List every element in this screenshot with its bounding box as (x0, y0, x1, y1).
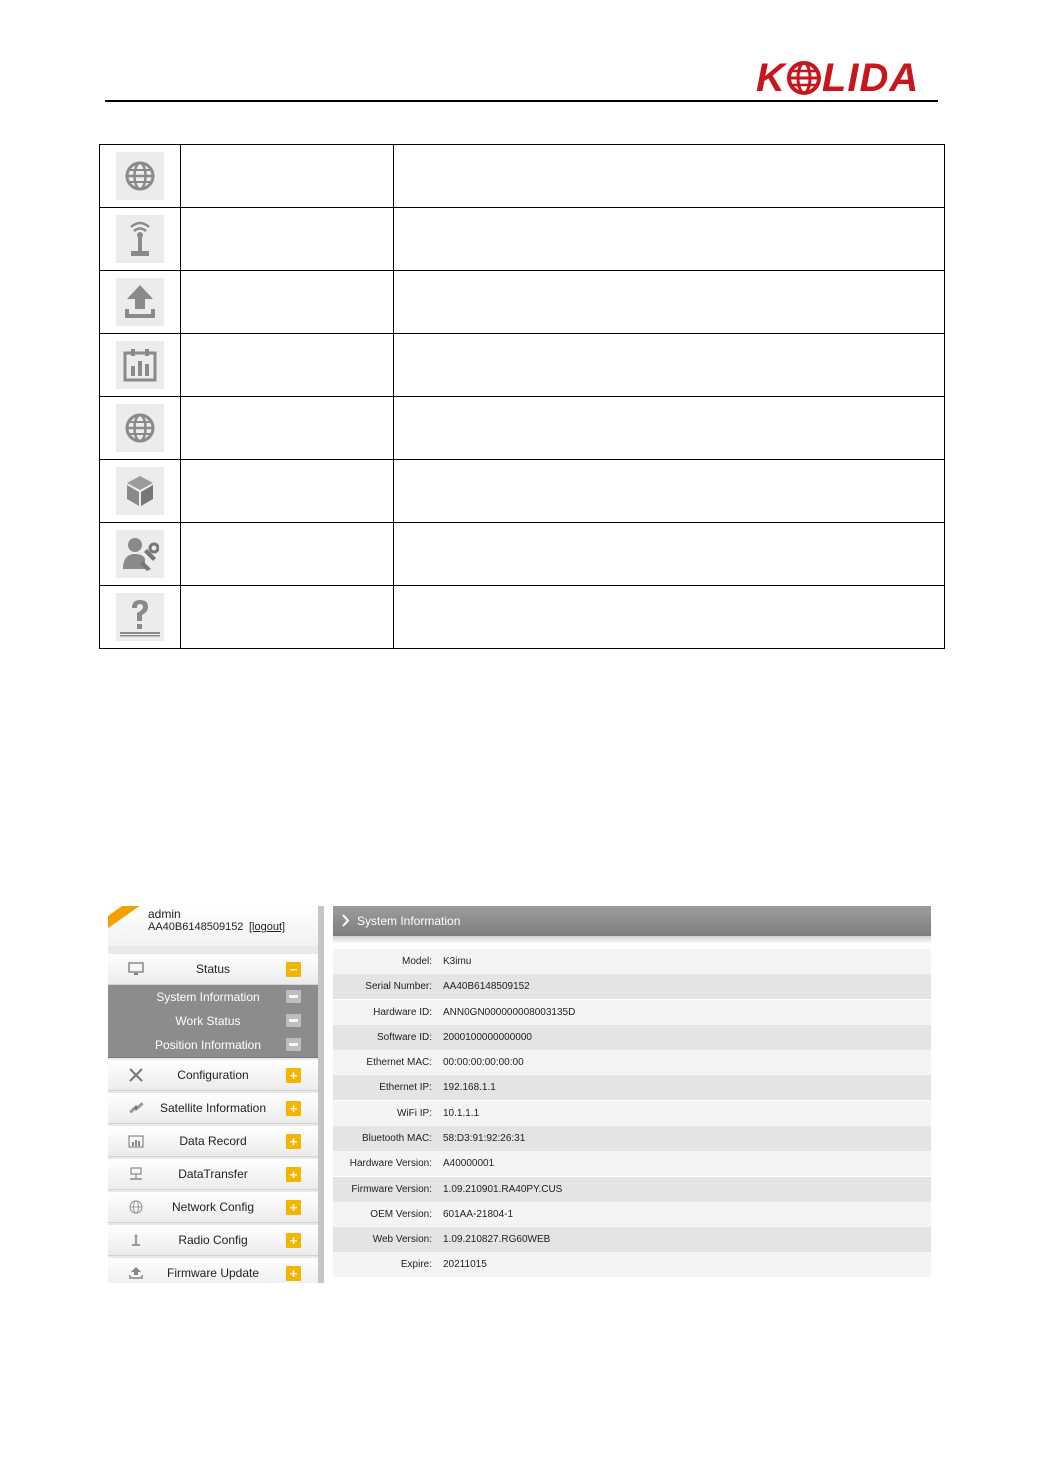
user-serial: AA40B6148509152 (148, 921, 244, 933)
sub-item-label: Position Information (154, 1038, 262, 1052)
info-value: A40000001 (443, 1158, 495, 1169)
menu-item-firmware-update[interactable] (108, 1258, 318, 1283)
info-label: Serial Number: (365, 981, 432, 992)
globe-icon (116, 404, 164, 452)
menu-item-label: Satellite Information (159, 1101, 267, 1115)
system-information-panel (333, 906, 931, 1283)
info-row (333, 1075, 931, 1100)
icon-description-cell (394, 271, 945, 334)
info-value: K3imu (443, 956, 472, 967)
info-row (333, 1101, 931, 1126)
info-label: Software ID: (376, 1032, 432, 1043)
menu-item-label: Radio Config (178, 1233, 248, 1247)
info-row (333, 1252, 931, 1277)
info-row (333, 1025, 931, 1050)
icon-name-cell (181, 145, 394, 208)
info-label: Firmware Version: (351, 1184, 432, 1195)
info-row (333, 949, 931, 974)
info-row (333, 1227, 931, 1252)
info-label: Ethernet IP: (379, 1082, 432, 1093)
logo-text-k: K (756, 56, 786, 100)
icon-table (99, 144, 945, 649)
icon-description-cell (394, 586, 945, 649)
chevron-right-icon (342, 914, 350, 927)
icon-name-cell (181, 271, 394, 334)
info-row (333, 1177, 931, 1202)
menu-item-label: DataTransfer (178, 1167, 248, 1181)
info-row (333, 1000, 931, 1025)
info-value: ANN0GN000000008003135D (443, 1007, 576, 1018)
expand-icon[interactable]: + (286, 1101, 301, 1116)
expand-icon[interactable]: + (286, 1233, 301, 1248)
user-wrench-icon (116, 530, 164, 578)
table-row (100, 145, 945, 208)
info-row (333, 1126, 931, 1151)
menu-item-label: Network Config (171, 1200, 255, 1214)
info-label: Bluetooth MAC: (361, 1133, 432, 1144)
expand-icon[interactable]: + (286, 1167, 301, 1182)
sub-item-label: Work Status (175, 1014, 241, 1028)
info-value: 20211015 (443, 1259, 487, 1270)
corner-ribbon (108, 906, 144, 935)
info-label: OEM Version: (370, 1209, 432, 1220)
menu-item-label: Data Record (179, 1134, 247, 1148)
table-row (100, 460, 945, 523)
collapse-icon (286, 1038, 301, 1051)
sub-item-work-status[interactable] (108, 1009, 318, 1034)
expand-icon[interactable]: − (286, 962, 301, 977)
info-value: 58:D3:91:92:26:31 (443, 1133, 526, 1144)
icon-description-cell (394, 208, 945, 271)
cube-icon (116, 467, 164, 515)
icon-name-cell (181, 334, 394, 397)
info-label: Model: (401, 956, 432, 967)
expand-icon[interactable]: + (286, 1266, 301, 1281)
info-row (333, 1151, 931, 1176)
icon-description-cell (394, 334, 945, 397)
web-ui-screenshot (108, 906, 931, 1283)
info-label: Web Version: (372, 1234, 432, 1245)
menu-item-label: Status (195, 962, 231, 976)
info-value: 2000100000000000 (443, 1032, 532, 1043)
icon-name-cell (181, 208, 394, 271)
menu-item-satellite-information[interactable] (108, 1093, 318, 1124)
menu-item-configuration[interactable] (108, 1060, 318, 1091)
panel-title: System Information (357, 914, 461, 928)
info-label: WiFi IP: (397, 1108, 432, 1119)
globe-logo-icon (787, 61, 821, 95)
info-value: 601AA-21804-1 (443, 1209, 514, 1220)
table-row (100, 334, 945, 397)
user-name: admin (148, 907, 181, 921)
info-value: 192.168.1.1 (443, 1082, 496, 1093)
sub-item-system-information[interactable] (108, 985, 318, 1010)
icon-name-cell (181, 523, 394, 586)
expand-icon[interactable]: + (286, 1200, 301, 1215)
menu-item-data-record[interactable] (108, 1126, 318, 1157)
table-row (100, 397, 945, 460)
icon-description-cell (394, 523, 945, 586)
header-rule (105, 100, 938, 102)
info-row (333, 1202, 931, 1227)
menu-item-label: Firmware Update (166, 1266, 260, 1280)
table-row (100, 271, 945, 334)
menu-item-network-config[interactable] (108, 1192, 318, 1223)
sub-item-label: System Information (156, 990, 260, 1004)
calendar-chart-icon (116, 341, 164, 389)
panel-title-bar (333, 906, 931, 936)
icon-description-cell (394, 397, 945, 460)
info-value: 00:00:00:00:00:00 (443, 1057, 524, 1068)
menu-item-datatransfer[interactable] (108, 1159, 318, 1190)
info-row (333, 1050, 931, 1075)
table-row (100, 208, 945, 271)
sidebar (108, 906, 320, 1283)
icon-name-cell (181, 397, 394, 460)
user-panel (108, 906, 318, 946)
info-value: 1.09.210901.RA40PY.CUS (443, 1184, 563, 1195)
expand-icon[interactable]: + (286, 1134, 301, 1149)
table-row (100, 523, 945, 586)
title-shadow (333, 936, 931, 944)
sidebar-scrollbar[interactable] (318, 906, 324, 1283)
menu-item-radio-config[interactable] (108, 1225, 318, 1256)
upload-icon (116, 278, 164, 326)
info-label: Ethernet MAC: (366, 1057, 432, 1068)
icon-name-cell (181, 460, 394, 523)
table-row (100, 586, 945, 649)
icon-description-cell (394, 460, 945, 523)
info-label: Hardware Version: (349, 1158, 432, 1169)
radio-antenna-icon (116, 215, 164, 263)
menu-item-status[interactable] (108, 954, 318, 985)
collapse-icon (286, 1014, 301, 1027)
info-value: 10.1.1.1 (443, 1108, 480, 1119)
help-icon (116, 593, 164, 641)
icon-name-cell (181, 586, 394, 649)
logout-link[interactable]: [logout] (249, 921, 286, 933)
info-label: Expire: (400, 1259, 432, 1270)
info-label: Hardware ID: (373, 1007, 432, 1018)
info-value: 1.09.210827.RG60WEB (443, 1234, 551, 1245)
menu-item-label: Configuration (177, 1068, 249, 1082)
sub-item-position-information[interactable] (108, 1033, 318, 1058)
logo-text-lida: LIDA (821, 56, 920, 100)
icon-description-cell (394, 145, 945, 208)
kolida-logo (756, 58, 919, 98)
collapse-icon (286, 990, 301, 1003)
globe-icon (116, 152, 164, 200)
expand-icon[interactable]: + (286, 1068, 301, 1083)
info-value: AA40B6148509152 (443, 981, 530, 992)
info-row (333, 974, 931, 999)
